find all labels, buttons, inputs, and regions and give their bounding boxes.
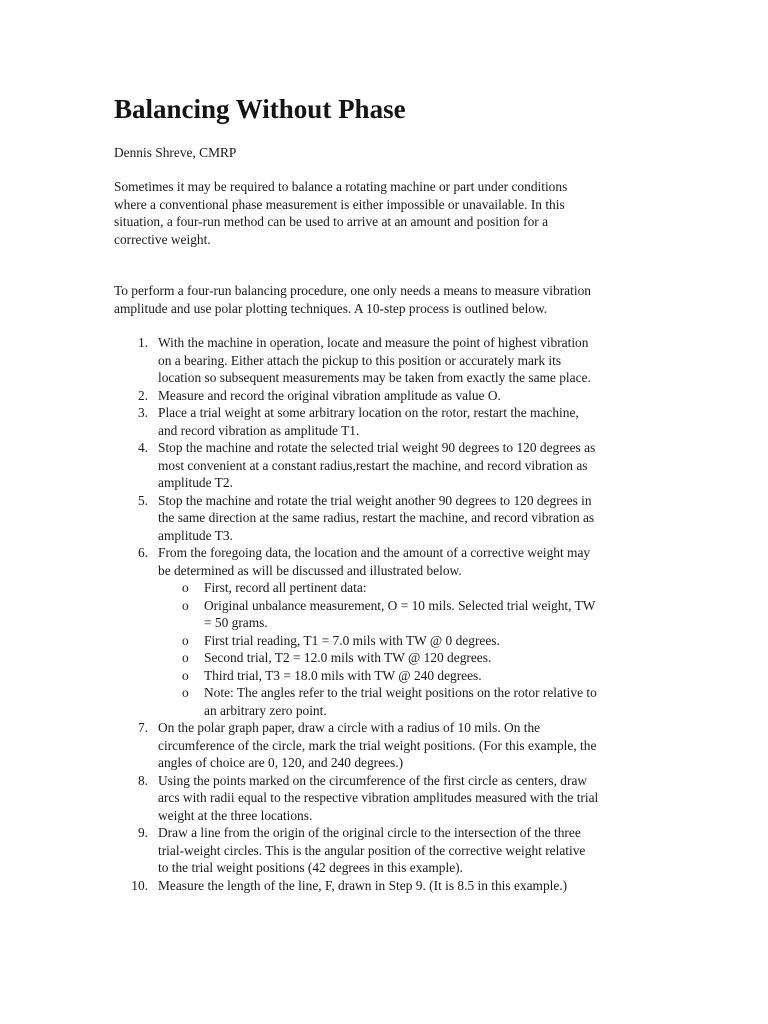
step-item xyxy=(114,387,674,405)
sub-item-text-line: First trial reading, T1 = 7.0 mils with TW @ 0 degrees. xyxy=(204,632,500,648)
sub-list-item xyxy=(158,649,674,667)
paragraph-line: situation, a four-run method can be used to arrive at an amount and position for a xyxy=(114,214,549,229)
bullet-icon: o xyxy=(182,685,189,700)
step-text-line: With the machine in operation, locate and measure the point of highest vibration xyxy=(158,335,589,350)
bullet-icon: o xyxy=(182,650,189,665)
sub-list xyxy=(158,579,674,719)
step-text-line: the same direction at the same radius, restart the machine, and record vibration as xyxy=(158,510,595,525)
step-text-line: Stop the machine and rotate the selected trial weight 90 degrees to 120 degrees as xyxy=(158,440,596,455)
step-number: 8. xyxy=(137,772,148,788)
step-text-line: arcs with radii equal to the respective vibration amplitudes measured with the trial xyxy=(158,790,599,805)
step-text-line: Stop the machine and rotate the trial weight another 90 degrees to 120 degrees in xyxy=(158,492,592,508)
step-item xyxy=(114,404,674,439)
bullet-icon: o xyxy=(182,580,189,595)
step-text-line: amplitude T2. xyxy=(158,475,233,490)
step-item xyxy=(114,877,674,895)
step-text-line: Measure the length of the line, F, drawn in Step 9. (It is 8.5 in this example.) xyxy=(158,877,568,893)
step-text-line: to the trial weight positions (42 degrees in this example). xyxy=(158,860,463,875)
sub-item-text-line: Note: The angles refer to the trial weight positions on the rotor relative to xyxy=(204,685,597,700)
step-number: 3. xyxy=(137,405,148,420)
step-text-line: On the polar graph paper, draw a circle with a radius of 10 mils. On the xyxy=(158,720,541,735)
sub-list-item xyxy=(158,684,674,719)
bullet-icon: o xyxy=(182,597,189,613)
author-line: Dennis Shreve, CMRP xyxy=(114,145,237,160)
sub-item-text-line: First, record all pertinent data: xyxy=(204,580,367,595)
sub-item-text-line: an arbitrary zero point. xyxy=(204,702,327,718)
step-text-line: amplitude T3. xyxy=(158,527,233,543)
sub-list-item xyxy=(158,667,674,685)
step-text-line: Draw a line from the origin of the original circle to the intersection of the three xyxy=(158,825,581,840)
step-item xyxy=(114,492,674,545)
sub-list-item xyxy=(158,579,674,597)
step-number: 7. xyxy=(137,720,148,735)
step-text-line: most convenient at a constant radius,restart the machine, and record vibration as xyxy=(158,457,588,473)
step-text-line: and record vibration as amplitude T1. xyxy=(158,422,360,438)
step-number: 2. xyxy=(137,387,148,403)
step-text-line: From the foregoing data, the location and the amount of a corrective weight may xyxy=(158,545,591,560)
step-item xyxy=(114,772,674,825)
paragraph-line: To perform a four-run balancing procedure, one only needs a means to measure vibration xyxy=(114,283,591,298)
bullet-icon: o xyxy=(182,632,189,648)
step-text-line: trial-weight circles. This is the angular position of the corrective weight relative xyxy=(158,842,586,858)
step-item xyxy=(114,544,674,719)
step-number: 5. xyxy=(137,492,148,508)
sub-item-text-line: Second trial, T2 = 12.0 mils with TW @ 120 degrees. xyxy=(204,650,492,665)
step-text-line: angles of choice are 0, 120, and 240 degrees.) xyxy=(158,755,404,770)
step-text-line: circumference of the circle, mark the trial weight positions. (For this example, the xyxy=(158,737,597,753)
steps-list xyxy=(114,334,674,894)
step-text-line: Using the points marked on the circumference of the first circle as centers, draw xyxy=(158,772,588,788)
paragraph-line: Sometimes it may be required to balance a rotating machine or part under conditions xyxy=(114,179,568,194)
step-number: 10. xyxy=(131,877,148,893)
step-text-line: weight at the three locations. xyxy=(158,807,313,823)
sub-list-item xyxy=(158,597,674,632)
paragraph-line: amplitude and use polar plotting techniques. A 10-step process is outlined below. xyxy=(114,300,548,316)
step-text-line: on a bearing. Either attach the pickup to this position or accurately mark its xyxy=(158,352,562,368)
document-title: Balancing Without Phase xyxy=(114,94,406,124)
sub-item-text-line: Third trial, T3 = 18.0 mils with TW @ 240 degrees. xyxy=(204,667,482,683)
step-item xyxy=(114,824,674,877)
step-text-line: location so subsequent measurements may be taken from exactly the same place. xyxy=(158,370,591,385)
step-text-line: Measure and record the original vibration amplitude as value O. xyxy=(158,387,501,403)
step-item xyxy=(114,439,674,492)
sub-item-text-line: = 50 grams. xyxy=(204,615,268,630)
step-item xyxy=(114,334,674,387)
step-number: 1. xyxy=(137,335,148,350)
paragraph-line: where a conventional phase measurement is either impossible or unavailable. In this xyxy=(114,196,565,212)
intro-paragraph xyxy=(114,178,654,248)
bullet-icon: o xyxy=(182,667,189,683)
step-item xyxy=(114,719,674,772)
procedure-paragraph xyxy=(114,282,654,317)
step-number: 6. xyxy=(137,545,148,560)
step-text-line: be determined as will be discussed and illustrated below. xyxy=(158,562,462,578)
step-number: 4. xyxy=(137,440,148,455)
sub-item-text-line: Original unbalance measurement, O = 10 mils. Selected trial weight, TW xyxy=(204,597,596,613)
step-text-line: Place a trial weight at some arbitrary location on the rotor, restart the machine, xyxy=(158,405,579,420)
step-number: 9. xyxy=(137,825,148,840)
paragraph-line: corrective weight. xyxy=(114,231,211,247)
sub-list-item xyxy=(158,632,674,650)
